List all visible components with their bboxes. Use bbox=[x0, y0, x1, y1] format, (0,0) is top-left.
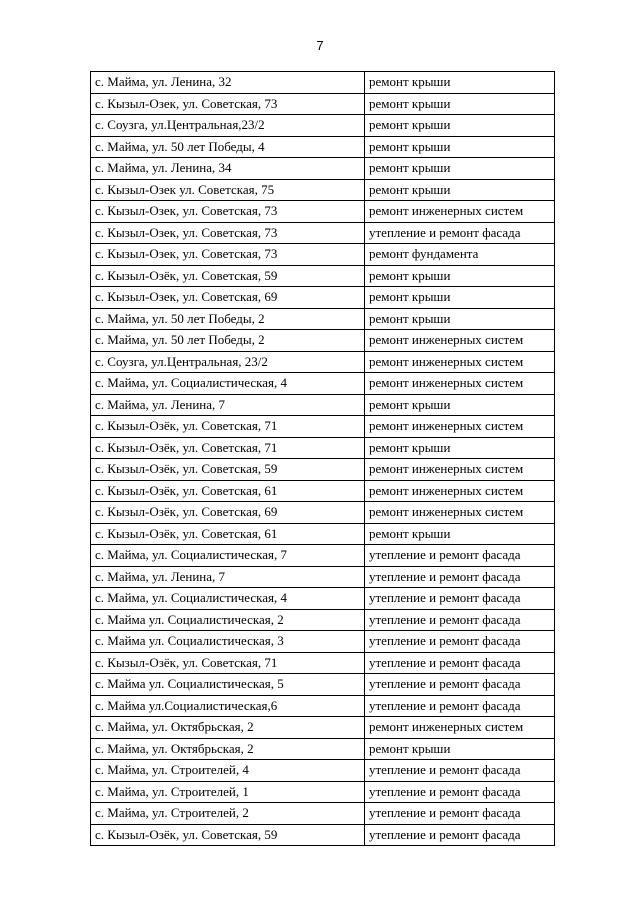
table-row bbox=[91, 760, 555, 782]
address-cell: с. Майма, ул. Ленина, 7 bbox=[91, 566, 365, 588]
address-cell: с. Майма, ул. Строителей, 4 bbox=[91, 760, 365, 782]
work-type-cell: утепление и ремонт фасада bbox=[365, 545, 555, 567]
table-row bbox=[91, 824, 555, 846]
table-row bbox=[91, 545, 555, 567]
address-cell: с. Майма ул. Социалистическая, 3 bbox=[91, 631, 365, 653]
table-row bbox=[91, 437, 555, 459]
table-row bbox=[91, 93, 555, 115]
table-row bbox=[91, 459, 555, 481]
table-row bbox=[91, 566, 555, 588]
work-type-cell: утепление и ремонт фасада bbox=[365, 674, 555, 696]
work-type-cell: утепление и ремонт фасада bbox=[365, 588, 555, 610]
table-row bbox=[91, 609, 555, 631]
table-row bbox=[91, 674, 555, 696]
work-type-cell: ремонт крыши bbox=[365, 115, 555, 137]
work-type-cell: утепление и ремонт фасада bbox=[365, 631, 555, 653]
work-type-cell: утепление и ремонт фасада bbox=[365, 566, 555, 588]
address-cell: с. Соузга, ул.Центральная, 23/2 bbox=[91, 351, 365, 373]
work-type-cell: ремонт инженерных систем bbox=[365, 373, 555, 395]
address-cell: с. Соузга, ул.Центральная,23/2 bbox=[91, 115, 365, 137]
page-number: 7 bbox=[316, 38, 324, 53]
work-type-cell: ремонт крыши bbox=[365, 738, 555, 760]
address-cell: с. Майма, ул. Октябрьская, 2 bbox=[91, 738, 365, 760]
work-type-cell: ремонт инженерных систем bbox=[365, 416, 555, 438]
table-row bbox=[91, 136, 555, 158]
address-cell: с. Кызыл-Озёк, ул. Советская, 71 bbox=[91, 437, 365, 459]
work-type-cell: ремонт крыши bbox=[365, 136, 555, 158]
table-row bbox=[91, 222, 555, 244]
address-cell: с. Кызыл-Озек, ул. Советская, 73 bbox=[91, 222, 365, 244]
work-type-cell: ремонт инженерных систем bbox=[365, 330, 555, 352]
table-row bbox=[91, 588, 555, 610]
table-row bbox=[91, 115, 555, 137]
table-row bbox=[91, 158, 555, 180]
address-cell: с. Кызыл-Озек ул. Советская, 75 bbox=[91, 179, 365, 201]
table-row bbox=[91, 201, 555, 223]
address-cell: с. Майма, ул. Социалистическая, 7 bbox=[91, 545, 365, 567]
table-row bbox=[91, 351, 555, 373]
address-cell: с. Майма, ул. Строителей, 1 bbox=[91, 781, 365, 803]
table-row bbox=[91, 373, 555, 395]
work-type-cell: ремонт инженерных систем bbox=[365, 351, 555, 373]
address-cell: с. Кызыл-Озёк, ул. Советская, 61 bbox=[91, 480, 365, 502]
table-row bbox=[91, 502, 555, 524]
address-cell: с. Майма, ул. Ленина, 7 bbox=[91, 394, 365, 416]
address-cell: с. Кызыл-Озёк, ул. Советская, 71 bbox=[91, 652, 365, 674]
address-cell: с. Майма, ул. 50 лет Победы, 2 bbox=[91, 308, 365, 330]
address-cell: с. Кызыл-Озёк, ул. Советская, 71 bbox=[91, 416, 365, 438]
work-type-cell: ремонт инженерных систем bbox=[365, 480, 555, 502]
work-type-cell: ремонт инженерных систем bbox=[365, 717, 555, 739]
table-row bbox=[91, 308, 555, 330]
work-type-cell: утепление и ремонт фасада bbox=[365, 781, 555, 803]
address-cell: с. Кызыл-Озёк, ул. Советская, 59 bbox=[91, 459, 365, 481]
address-cell: с. Майма, ул. Строителей, 2 bbox=[91, 803, 365, 825]
work-type-cell: утепление и ремонт фасада bbox=[365, 803, 555, 825]
table-row bbox=[91, 72, 555, 94]
works-table-body bbox=[91, 72, 555, 846]
address-cell: с. Майма, ул. Ленина, 32 bbox=[91, 72, 365, 94]
work-type-cell: ремонт крыши bbox=[365, 287, 555, 309]
address-cell: с. Майма, ул. 50 лет Победы, 4 bbox=[91, 136, 365, 158]
address-cell: с. Майма, ул. Социалистическая, 4 bbox=[91, 373, 365, 395]
address-cell: с. Майма ул. Социалистическая, 2 bbox=[91, 609, 365, 631]
table-row bbox=[91, 416, 555, 438]
work-type-cell: ремонт фундамента bbox=[365, 244, 555, 266]
work-type-cell: ремонт крыши bbox=[365, 93, 555, 115]
address-cell: с. Кызыл-Озек, ул. Советская, 73 bbox=[91, 201, 365, 223]
address-cell: с. Кызыл-Озёк, ул. Советская, 61 bbox=[91, 523, 365, 545]
table-row bbox=[91, 695, 555, 717]
work-type-cell: ремонт инженерных систем bbox=[365, 502, 555, 524]
works-table bbox=[90, 71, 555, 846]
address-cell: с. Майма, ул. Октябрьская, 2 bbox=[91, 717, 365, 739]
address-cell: с. Кызыл-Озёк, ул. Советская, 59 bbox=[91, 265, 365, 287]
work-type-cell: утепление и ремонт фасада bbox=[365, 222, 555, 244]
work-type-cell: ремонт крыши bbox=[365, 179, 555, 201]
table-row bbox=[91, 394, 555, 416]
table-row bbox=[91, 330, 555, 352]
work-type-cell: утепление и ремонт фасада bbox=[365, 609, 555, 631]
work-type-cell: утепление и ремонт фасада bbox=[365, 652, 555, 674]
work-type-cell: утепление и ремонт фасада bbox=[365, 760, 555, 782]
address-cell: с. Майма, ул. Социалистическая, 4 bbox=[91, 588, 365, 610]
table-row bbox=[91, 523, 555, 545]
table-row bbox=[91, 287, 555, 309]
address-cell: с. Майма ул.Социалистическая,6 bbox=[91, 695, 365, 717]
address-cell: с. Кызыл-Озек, ул. Советская, 73 bbox=[91, 244, 365, 266]
work-type-cell: ремонт крыши bbox=[365, 394, 555, 416]
table-row bbox=[91, 179, 555, 201]
work-type-cell: ремонт крыши bbox=[365, 72, 555, 94]
address-cell: с. Майма ул. Социалистическая, 5 bbox=[91, 674, 365, 696]
work-type-cell: ремонт инженерных систем bbox=[365, 201, 555, 223]
table-row bbox=[91, 244, 555, 266]
address-cell: с. Кызыл-Озек, ул. Советская, 69 bbox=[91, 287, 365, 309]
address-cell: с. Майма, ул. Ленина, 34 bbox=[91, 158, 365, 180]
address-cell: с. Кызыл-Озёк, ул. Советская, 59 bbox=[91, 824, 365, 846]
work-type-cell: ремонт крыши bbox=[365, 308, 555, 330]
address-cell: с. Кызыл-Озёк, ул. Советская, 69 bbox=[91, 502, 365, 524]
address-cell: с. Кызыл-Озек, ул. Советская, 73 bbox=[91, 93, 365, 115]
work-type-cell: утепление и ремонт фасада bbox=[365, 824, 555, 846]
table-row bbox=[91, 480, 555, 502]
table-row bbox=[91, 265, 555, 287]
work-type-cell: ремонт крыши bbox=[365, 158, 555, 180]
work-type-cell: утепление и ремонт фасада bbox=[365, 695, 555, 717]
table-row bbox=[91, 803, 555, 825]
table-row bbox=[91, 631, 555, 653]
work-type-cell: ремонт крыши bbox=[365, 437, 555, 459]
work-type-cell: ремонт крыши bbox=[365, 265, 555, 287]
work-type-cell: ремонт крыши bbox=[365, 523, 555, 545]
table-row bbox=[91, 652, 555, 674]
table-row bbox=[91, 717, 555, 739]
table-row bbox=[91, 781, 555, 803]
work-type-cell: ремонт инженерных систем bbox=[365, 459, 555, 481]
table-row bbox=[91, 738, 555, 760]
address-cell: с. Майма, ул. 50 лет Победы, 2 bbox=[91, 330, 365, 352]
